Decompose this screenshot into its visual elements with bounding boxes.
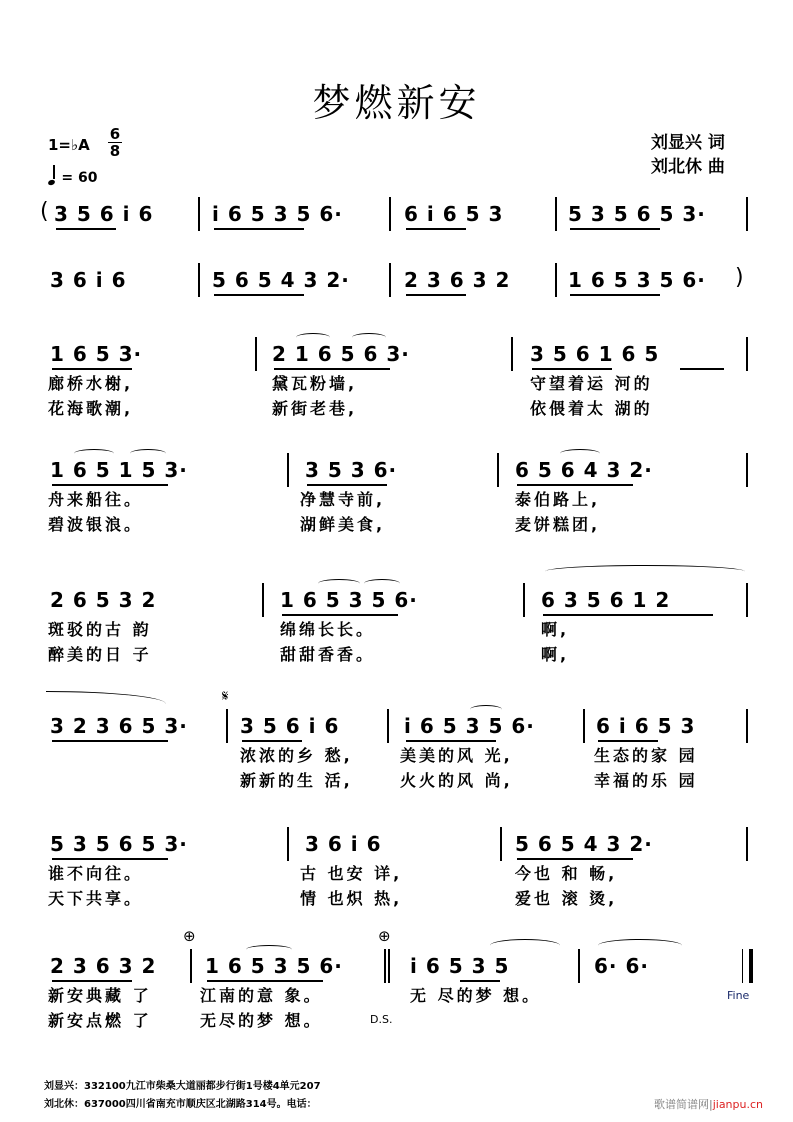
barline <box>746 709 748 743</box>
slur <box>560 449 600 458</box>
barline <box>497 453 499 487</box>
repeat-paren-open: ( <box>40 199 49 224</box>
barline <box>389 263 391 297</box>
barline <box>523 583 525 617</box>
lyric-verse-1: 舟来船往。 <box>48 490 144 509</box>
score-row-1 <box>0 201 793 241</box>
barline <box>746 197 748 231</box>
slur <box>490 939 560 952</box>
slur <box>318 579 360 588</box>
beam-line <box>52 484 168 486</box>
beam-line <box>598 740 658 742</box>
measure: 3 5 3 6· <box>305 458 398 482</box>
barline <box>287 827 289 861</box>
measure: 5 6 5 4 3 2· <box>212 268 350 292</box>
beam-line <box>406 294 466 296</box>
time-signature-top: 6 <box>109 125 121 143</box>
barline <box>226 709 228 743</box>
measure: 5 3 5 6 5 3· <box>50 832 188 856</box>
beam-line <box>570 294 660 296</box>
measure: i 6 5 3 5 <box>410 954 510 978</box>
slur <box>470 705 502 714</box>
lyric-verse-2: 新安点燃 了 <box>48 1011 152 1030</box>
score-row-2 <box>0 267 793 307</box>
lyric-verse-1: 黛瓦粉墙, <box>272 374 358 393</box>
beam-line <box>307 484 387 486</box>
slur <box>296 333 330 342</box>
barline <box>384 949 386 983</box>
beam-line <box>207 980 323 982</box>
measure: i 6 5 3 5 6· <box>212 202 343 226</box>
beam-line <box>56 228 116 230</box>
ds-mark: D.S. <box>370 1013 393 1026</box>
score-row-4 <box>0 457 793 534</box>
barline <box>583 709 585 743</box>
lyric-verse-2: 新新的生 活, <box>240 771 353 790</box>
lyric-verse-1: 江南的意 象。 <box>200 986 323 1005</box>
barline <box>198 197 200 231</box>
barline <box>190 949 192 983</box>
beam-line <box>214 228 304 230</box>
measure: 1 6 5 1 5 3· <box>50 458 188 482</box>
slur <box>352 333 386 342</box>
barline <box>746 453 748 487</box>
time-signature <box>108 126 122 159</box>
barline <box>255 337 257 371</box>
barline <box>578 949 580 983</box>
fine-mark: Fine <box>727 989 750 1002</box>
beam-line <box>543 614 713 616</box>
score-row-8 <box>0 927 793 1030</box>
score-row-6 <box>0 687 793 790</box>
lyric-verse-1: 今也 和 畅, <box>515 864 618 883</box>
measure: 1 6 5 3· <box>50 342 143 366</box>
watermark-text: 歌谱简谱网 <box>653 1098 709 1111</box>
slur <box>598 939 682 952</box>
measure: 6 3 5 6 1 2 <box>541 588 671 612</box>
lyric-verse-2: 幸福的乐 园 <box>594 771 698 790</box>
measure: 6· 6· <box>594 954 649 978</box>
barline <box>555 197 557 231</box>
lyric-verse-1: 浓浓的乡 愁, <box>240 746 353 765</box>
beam-line <box>570 228 660 230</box>
lyric-verse-1: 廊桥水榭, <box>48 374 134 393</box>
barline <box>388 949 390 983</box>
barline <box>746 337 748 371</box>
lyric-verse-2: 甜甜香香。 <box>280 645 376 664</box>
barline <box>389 197 391 231</box>
beam-line <box>517 858 633 860</box>
measure: 6 5 6 4 3 2· <box>515 458 653 482</box>
key-signature: 1=♭A <box>48 136 90 154</box>
lyric-verse-2: 麦饼糕团, <box>515 515 601 534</box>
beam-line <box>214 294 304 296</box>
beam-line <box>406 228 466 230</box>
measure: 3 5 6 1 6 5 <box>530 342 660 366</box>
barline <box>387 709 389 743</box>
lyric-verse-2: 天下共享。 <box>48 889 144 908</box>
barline <box>262 583 264 617</box>
measure: 3 6 i 6 <box>50 268 127 292</box>
beam-line <box>532 368 612 370</box>
beam-line <box>274 368 390 370</box>
beam-line <box>282 614 398 616</box>
final-barline <box>742 949 753 983</box>
barline <box>198 263 200 297</box>
slur <box>74 449 114 458</box>
slur <box>246 945 292 954</box>
measure: 3 6 i 6 <box>305 832 382 856</box>
score-row-3 <box>0 341 793 418</box>
lyric-verse-2: 依偎着太 湖的 <box>530 399 653 418</box>
lyric-verse-2: 爱也 滚 烫, <box>515 889 618 908</box>
segno-sign: 𝄋 <box>222 687 229 705</box>
slur <box>130 449 166 458</box>
lyric-verse-1: 谁不向往。 <box>48 864 144 883</box>
measure: 2 3 6 3 2 <box>404 268 511 292</box>
footer-line-2: 刘北休：637000四川省南充市顺庆区北湖路314号。电话： <box>44 1099 317 1110</box>
score-row-7 <box>0 831 793 908</box>
score-row-5 <box>0 587 793 664</box>
beam-line <box>52 740 168 742</box>
long-slur <box>545 565 745 578</box>
lyric-verse-2: 湖鲜美食, <box>300 515 386 534</box>
repeat-paren-close: ) <box>735 265 744 290</box>
slur <box>364 579 400 588</box>
composer-credit: 刘北休 曲 <box>651 157 725 177</box>
measure: 2 3 6 3 2 <box>50 954 157 978</box>
tempo-value: = 60 <box>61 170 98 186</box>
lyric-verse-2: 啊, <box>541 645 570 664</box>
page-title: 梦燃新安 <box>312 81 481 125</box>
measure: 2 1 6 5 6 3· <box>272 342 410 366</box>
coda-sign: ⊕ <box>183 927 196 945</box>
measure: 3 2 3 6 5 3· <box>50 714 188 738</box>
lyric-verse-1: 生态的家 园 <box>594 746 698 765</box>
quarter-note-icon <box>47 179 55 186</box>
measure: 1 6 5 3 5 6· <box>205 954 343 978</box>
beam-line <box>680 368 724 370</box>
barline <box>746 827 748 861</box>
beam-line <box>406 740 496 742</box>
measure: 6 i 6 5 3 <box>596 714 696 738</box>
lyric-verse-2: 碧波银浪。 <box>48 515 144 534</box>
lyric-verse-2: 情 也炽 热, <box>300 889 403 908</box>
long-slur <box>46 691 166 704</box>
coda-sign: ⊕ <box>378 927 391 945</box>
lyric-verse-2: 花海歌潮, <box>48 399 134 418</box>
measure: 2 6 5 3 2 <box>50 588 157 612</box>
lyricist-credit: 刘显兴 词 <box>651 133 725 153</box>
lyric-verse-1: 斑驳的古 韵 <box>48 620 152 639</box>
lyric-verse-1: 啊, <box>541 620 570 639</box>
barline <box>511 337 513 371</box>
lyric-verse-1: 美美的风 光, <box>400 746 513 765</box>
lyric-verse-2: 醉美的日 子 <box>48 645 152 664</box>
lyric-verse-2: 火火的风 尚, <box>400 771 513 790</box>
barline <box>287 453 289 487</box>
beam-line <box>52 980 132 982</box>
lyric-verse-1: 无 尽的梦 想。 <box>410 986 542 1005</box>
lyric-verse-1: 泰伯路上, <box>515 490 601 509</box>
beam-line <box>242 740 302 742</box>
measure: 1 6 5 3 5 6· <box>568 268 706 292</box>
beam-line <box>517 484 633 486</box>
watermark: 歌谱简谱网|jianpu.cn <box>653 1098 763 1111</box>
beam-line <box>52 368 132 370</box>
footer-line-1: 刘显兴：332100九江市柴桑大道丽都步行街1号楼4单元207 <box>44 1081 321 1092</box>
measure: 5 3 5 6 5 3· <box>568 202 706 226</box>
lyric-verse-1: 古 也安 详, <box>300 864 403 883</box>
measure: 3 5 6 i 6 <box>240 714 340 738</box>
lyric-verse-1: 绵绵长长。 <box>280 620 376 639</box>
barline <box>500 827 502 861</box>
measure: 3 5 6 i 6 <box>54 202 154 226</box>
measure: 6 i 6 5 3 <box>404 202 504 226</box>
lyric-verse-2: 无尽的梦 想。 <box>200 1011 323 1030</box>
quarter-note-stem-icon <box>53 165 55 179</box>
barline <box>555 263 557 297</box>
measure: i 6 5 3 5 6· <box>404 714 535 738</box>
time-signature-bottom: 8 <box>109 142 121 160</box>
lyric-verse-1: 守望着运 河的 <box>530 374 653 393</box>
barline <box>746 583 748 617</box>
watermark-url: jianpu.cn <box>712 1098 763 1111</box>
lyric-verse-1: 净慧寺前, <box>300 490 386 509</box>
lyric-verse-2: 新街老巷, <box>272 399 358 418</box>
lyric-verse-1: 新安典藏 了 <box>48 986 152 1005</box>
measure: 5 6 5 4 3 2· <box>515 832 653 856</box>
measure: 1 6 5 3 5 6· <box>280 588 418 612</box>
beam-line <box>460 980 500 982</box>
beam-line <box>52 858 168 860</box>
tempo-mark <box>48 168 97 186</box>
